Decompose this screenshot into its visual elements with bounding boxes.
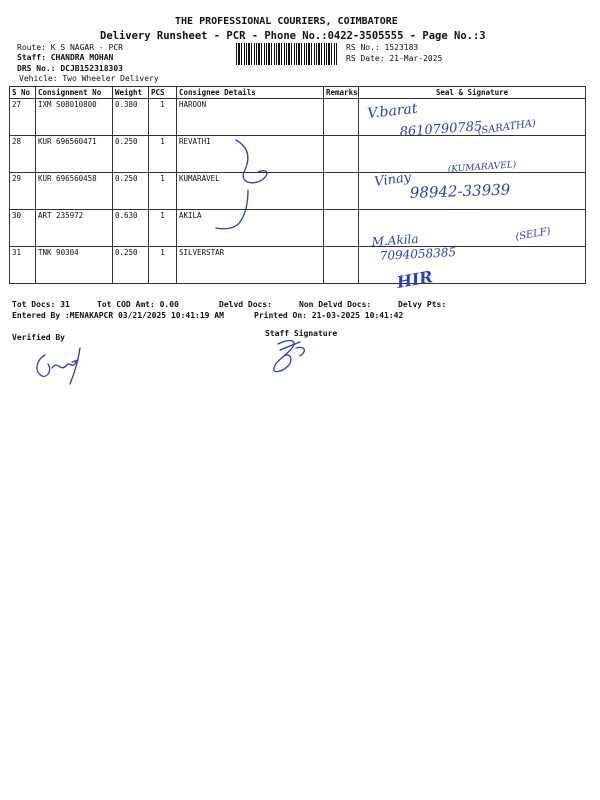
cell-signature xyxy=(359,99,586,136)
cell-pcs: 1 xyxy=(149,136,177,173)
cell-pcs: 1 xyxy=(149,99,177,136)
cell-remarks xyxy=(324,173,359,210)
cell-remarks xyxy=(324,247,359,284)
rs-number: RS No.: 1523183 xyxy=(346,43,419,52)
cell-signature xyxy=(359,173,586,210)
delivered-docs: Delvd Docs: xyxy=(219,300,272,309)
handwritten-phone-row29: 98942-33939 xyxy=(409,180,511,202)
vehicle-label: Vehicle: Two Wheeler Delivery xyxy=(19,74,159,83)
table-row xyxy=(10,210,586,247)
table-row xyxy=(10,173,586,210)
col-header-signature: Seal & Signature xyxy=(359,87,586,99)
handwritten-note-row30: (SELF) xyxy=(514,225,552,243)
cell-sno: 30 xyxy=(10,210,36,247)
handwritten-phone-row30: 7094058385 xyxy=(379,245,457,263)
cell-sno: 29 xyxy=(10,173,36,210)
verified-by-label: Verified By xyxy=(12,333,65,342)
handwritten-mark-row31: HIR xyxy=(395,266,435,292)
verified-signature xyxy=(37,348,80,384)
cell-remarks xyxy=(324,210,359,247)
company-title: THE PROFESSIONAL COURIERS, COIMBATORE xyxy=(175,16,398,27)
col-header-remarks: Remarks xyxy=(324,87,359,99)
table-row xyxy=(10,99,586,136)
cell-weight: 0.630 xyxy=(113,210,149,247)
handwritten-phone-row27: 8610790785 xyxy=(399,119,483,140)
cell-consignment: KUR 696560471 xyxy=(36,136,113,173)
cell-weight: 0.250 xyxy=(113,173,149,210)
cell-consignment: KUR 696560458 xyxy=(36,173,113,210)
staff-label: Staff: CHANDRA MOHAN xyxy=(17,53,114,62)
cell-consignee: KUMARAVEL xyxy=(177,173,324,210)
cell-consignee: SILVERSTAR xyxy=(177,247,324,284)
table-header-row xyxy=(10,87,586,99)
rs-date: RS Date: 21-Mar-2025 xyxy=(346,54,443,63)
cell-sno: 28 xyxy=(10,136,36,173)
barcode xyxy=(236,43,338,65)
route-label: Route: K S NAGAR - PCR xyxy=(17,43,123,52)
handwritten-note-row29: (KUMARAVEL) xyxy=(447,160,517,175)
cell-sno: 31 xyxy=(10,247,36,284)
cell-pcs: 1 xyxy=(149,210,177,247)
runsheet-table xyxy=(9,86,586,284)
staff-signature-label: Staff Signature xyxy=(265,329,338,338)
col-header-pcs: PCS xyxy=(149,87,177,99)
handwritten-name-row30: M.Akila xyxy=(371,231,419,249)
cell-pcs: 1 xyxy=(149,173,177,210)
cell-consignment: IXM S08010800 xyxy=(36,99,113,136)
cell-signature xyxy=(359,247,586,284)
drs-label: DRS No.: DCJB152318303 xyxy=(17,64,123,73)
handwritten-name-row29: Vinay xyxy=(373,169,412,190)
staff-signature xyxy=(274,341,305,372)
cell-sno: 27 xyxy=(10,99,36,136)
cell-signature xyxy=(359,210,586,247)
cell-consignee: AKILA xyxy=(177,210,324,247)
col-header-consignee: Consignee Details xyxy=(177,87,324,99)
cell-weight: 0.250 xyxy=(113,136,149,173)
cell-signature xyxy=(359,136,586,173)
printed-on: Printed On: 21-03-2025 10:41:42 xyxy=(254,311,404,320)
col-header-consignment: Consignment No xyxy=(36,87,113,99)
cell-remarks xyxy=(324,99,359,136)
cell-weight: 0.380 xyxy=(113,99,149,136)
entered-by: Entered By :MENAKAPCR 03/21/2025 10:41:19 AM xyxy=(12,311,224,320)
table-row xyxy=(10,136,586,173)
cell-pcs: 1 xyxy=(149,247,177,284)
cell-consignment: ART 235972 xyxy=(36,210,113,247)
delivery-points: Delvy Pts: xyxy=(398,300,447,309)
cell-remarks xyxy=(324,136,359,173)
table-row xyxy=(10,247,586,284)
handwritten-name-row27: V.barat xyxy=(366,100,419,122)
cell-consignment: TNK 90304 xyxy=(36,247,113,284)
cell-consignee: HAROON xyxy=(177,99,324,136)
total-cod-amount: Tot COD Amt: 0.00 xyxy=(97,300,179,309)
handwritten-note-row27: (SARATHA) xyxy=(476,117,537,137)
runsheet-subtitle: Delivery Runsheet - PCR - Phone No.:0422-3505555 - Page No.:3 xyxy=(100,30,486,42)
cell-consignee: REVATHI xyxy=(177,136,324,173)
non-delivered-docs: Non Delvd Docs: xyxy=(299,300,372,309)
col-header-sno: S No xyxy=(10,87,36,99)
total-docs: Tot Docs: 31 xyxy=(12,300,70,309)
cell-weight: 0.250 xyxy=(113,247,149,284)
col-header-weight: Weight xyxy=(113,87,149,99)
